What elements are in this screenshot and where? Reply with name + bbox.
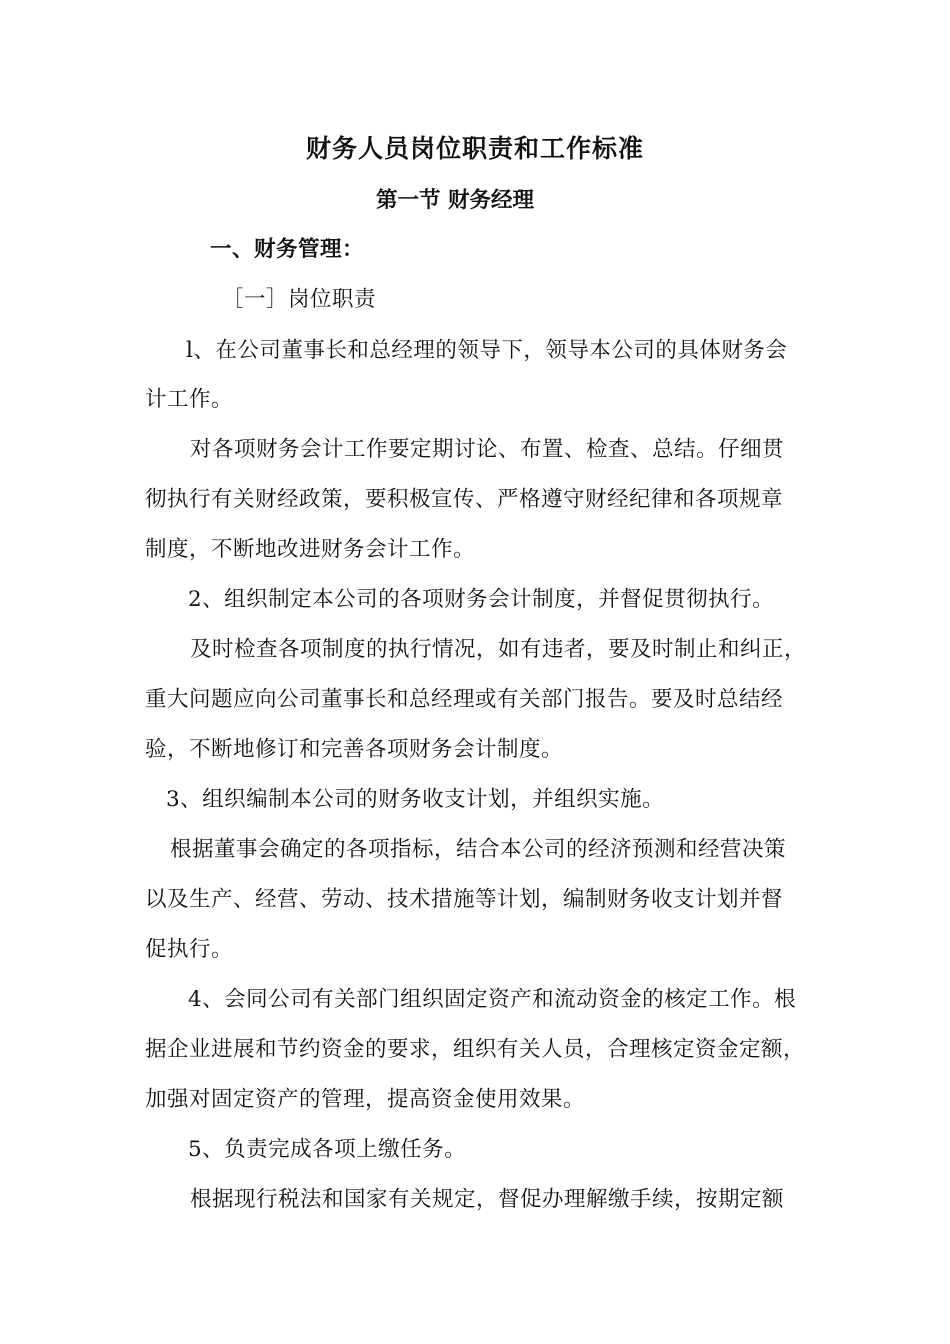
paragraph-line: 根据现行税法和国家有关规定，督促办理解缴手续，按期定额 — [190, 1187, 785, 1212]
paragraph-line: 制度，不断地改进财务会计工作。 — [145, 537, 476, 562]
section-title: 第一节 财务经理 — [376, 188, 534, 213]
paragraph-line: 5、负责完成各项上缴任务。 — [188, 1137, 467, 1162]
subheading-job-duties: ［一］岗位职责 — [222, 287, 377, 312]
paragraph-line: 计工作。 — [145, 387, 234, 412]
paragraph-line: 及时检查各项制度的执行情况，如有违者，要及时制止和纠正， — [190, 637, 807, 662]
paragraph-line: 对各项财务会计工作要定期讨论、布置、检查、总结。仔细贯 — [190, 437, 785, 462]
paragraph-line: 根据董事会确定的各项指标，结合本公司的经济预测和经营决策 — [170, 837, 787, 862]
paragraph-line: 以及生产、经营、劳动、技术措施等计划，编制财务收支计划并督 — [145, 887, 784, 912]
paragraph-line: 重大问题应向公司董事长和总经理或有关部门报告。要及时总结经 — [145, 687, 784, 712]
paragraph-line: 2、组织制定本公司的各项财务会计制度，并督促贯彻执行。 — [188, 587, 775, 612]
paragraph-line: 4、会同公司有关部门组织固定资产和流动资金的核定工作。根 — [188, 987, 797, 1012]
paragraph-line: 促执行。 — [145, 937, 234, 962]
paragraph-line: 3、组织编制本公司的财务收支计划，并组织实施。 — [166, 787, 665, 812]
paragraph-line: 彻执行有关财经政策，要积极宣传、严格遵守财经纪律和各项规章 — [145, 487, 784, 512]
heading-financial-management: 一、财务管理： — [210, 237, 365, 262]
document-title: 财务人员岗位职责和工作标准 — [305, 134, 644, 163]
paragraph-line: 加强对固定资产的管理，提高资金使用效果。 — [145, 1087, 586, 1112]
paragraph-line: 据企业进展和节约资金的要求，组织有关人员，合理核定资金定额， — [145, 1037, 806, 1062]
paragraph-line: 验，不断地修订和完善各项财务会计制度。 — [145, 737, 564, 762]
paragraph-line: l、在公司董事长和总经理的领导下，领导本公司的具体财务会 — [186, 338, 788, 363]
